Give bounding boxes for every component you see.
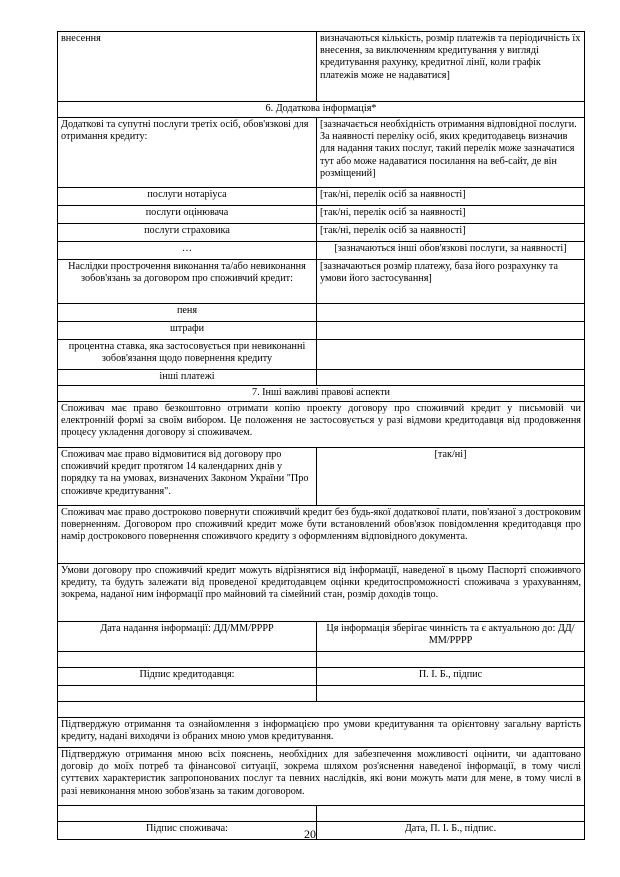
row-label: внесення	[58, 32, 317, 102]
empty-row	[58, 806, 585, 822]
row-label: Наслідки прострочення виконання та/або невиконання зобов'язань за договором про споживчий кредит:	[58, 260, 317, 304]
table-row	[58, 402, 585, 448]
form-document	[57, 31, 584, 840]
table-row	[58, 260, 585, 304]
table-row	[58, 322, 585, 340]
row-value: визначаються кількість, розмір платежів та періодичність їх внесення, за виключенням кредитування у вигляді кредитування рахунку, кредитної лінії, коли графік платежів може не надаватися]	[317, 32, 585, 102]
section-header-row	[58, 386, 585, 402]
row-label: Споживач має право відмовитися від договору про споживчий кредит протягом 14 календарних днів у порядку та на умовах, визначених Законом України "Про споживче кредитування".	[58, 448, 317, 506]
consumer-signature-label: Підпис споживача:	[58, 822, 317, 840]
section-7-title: 7. Інші важливі правові аспекти	[58, 386, 585, 402]
row-value	[317, 304, 585, 322]
info-validity: Ця інформація зберігає чинність та є актуальною до: ДД/ММ/РРРР	[317, 622, 585, 652]
row-value: [зазначається необхідність отримання відповідної послуги. За наявності переліку осіб, яких кредитодавець визначив для надання таких послуг, такий перелік може зазначатися тут або може надаватися посилання на веб-сайт, де він розміщений]	[317, 118, 585, 188]
table-row	[58, 668, 585, 686]
empty-row	[58, 652, 585, 668]
row-value	[317, 340, 585, 370]
table-row	[58, 340, 585, 370]
row-value: [зазначаються розмір платежу, база його розрахунку та умови його застосування]	[317, 260, 585, 304]
table-row	[58, 224, 585, 242]
table-row	[58, 718, 585, 748]
consumer-signature-value: Дата, П. І. Б., підпис.	[317, 822, 585, 840]
table-row	[58, 304, 585, 322]
row-label: послуги нотаріуса	[58, 188, 317, 206]
row-value: [так/ні, перелік осіб за наявності]	[317, 224, 585, 242]
section-header-row	[58, 102, 585, 118]
row-label: послуги оцінювача	[58, 206, 317, 224]
section-6-title: 6. Додаткова інформація*	[58, 102, 585, 118]
table-row	[58, 448, 585, 506]
empty-row	[58, 702, 585, 718]
row-value: [так/ні]	[317, 448, 585, 506]
row-label: Додаткові та супутні послуги третіх осіб, обов'язкові для отримання кредиту:	[58, 118, 317, 188]
row-label: пеня	[58, 304, 317, 322]
table-row	[58, 206, 585, 224]
lender-signature-value: П. І. Б., підпис	[317, 668, 585, 686]
row-value: [зазначаються інші обов'язкові послуги, за наявності]	[317, 242, 585, 260]
consumer-credit-passport-table	[57, 31, 585, 840]
table-row	[58, 118, 585, 188]
row-value: [так/ні, перелік осіб за наявності]	[317, 206, 585, 224]
empty-row	[58, 686, 585, 702]
table-row	[58, 242, 585, 260]
table-row	[58, 506, 585, 564]
paragraph-cell: Споживач має право достроково повернути споживчий кредит без будь-якої додаткової плати, пов'язаної з достроковим поверненням. Договором про споживчий кредит може бути встановлений обов'язок повідомлення кредитодавця про намір дострокового повернення споживчого кредиту з оформленням відповідного документа.	[58, 506, 585, 564]
row-label: …	[58, 242, 317, 260]
paragraph-cell: Підтверджую отримання та ознайомлення з інформацією про умови кредитування та орієнтовну загальну вартість кредиту, надані виходячи із обраних мною умов кредитування.	[58, 718, 585, 748]
table-row	[58, 748, 585, 806]
paragraph-cell: Підтверджую отримання мною всіх пояснень, необхідних для забезпечення можливості оцінити, чи адаптовано договір до моїх потреб та фінансової ситуації, зокрема шляхом роз'яснення наведеної інформації, в тому числі суттєвих характеристик запропонованих послуг та певних наслідків, які вони можуть мати для мене, в тому числі в разі невиконання мною зобов'язань за таким договором.	[58, 748, 585, 806]
info-date: Дата надання інформації: ДД/ММ/РРРР	[58, 622, 317, 652]
table-row	[58, 564, 585, 622]
row-label: процентна ставка, яка застосовується при невиконанні зобов'язання щодо повернення кредиту	[58, 340, 317, 370]
row-label: штрафи	[58, 322, 317, 340]
paragraph-cell: Споживач має право безкоштовно отримати копію проекту договору про споживчий кредит у письмовій чи електронній формі за своїм вибором. Це положення не застосовується у разі відмови кредитодавця від продовження процесу укладення договору зі споживачем.	[58, 402, 585, 448]
paragraph-cell: Умови договору про споживчий кредит можуть відрізнятися від інформації, наведеної в цьому Паспорті споживчого кредиту, та будуть залежати від проведеної кредитодавцем оцінки кредитоспроможності споживача з урахуванням, зокрема, наданої ним інформації про майновий та сімейний стан, розмір доходів тощо.	[58, 564, 585, 622]
row-label: інші платежі	[58, 370, 317, 386]
table-row	[58, 370, 585, 386]
row-label: послуги страховика	[58, 224, 317, 242]
row-value	[317, 370, 585, 386]
page-number: 20	[304, 827, 316, 841]
lender-signature-label: Підпис кредитодавця:	[58, 668, 317, 686]
row-value: [так/ні, перелік осіб за наявності]	[317, 188, 585, 206]
table-row	[58, 32, 585, 102]
table-row	[58, 622, 585, 652]
table-row	[58, 188, 585, 206]
row-value	[317, 322, 585, 340]
